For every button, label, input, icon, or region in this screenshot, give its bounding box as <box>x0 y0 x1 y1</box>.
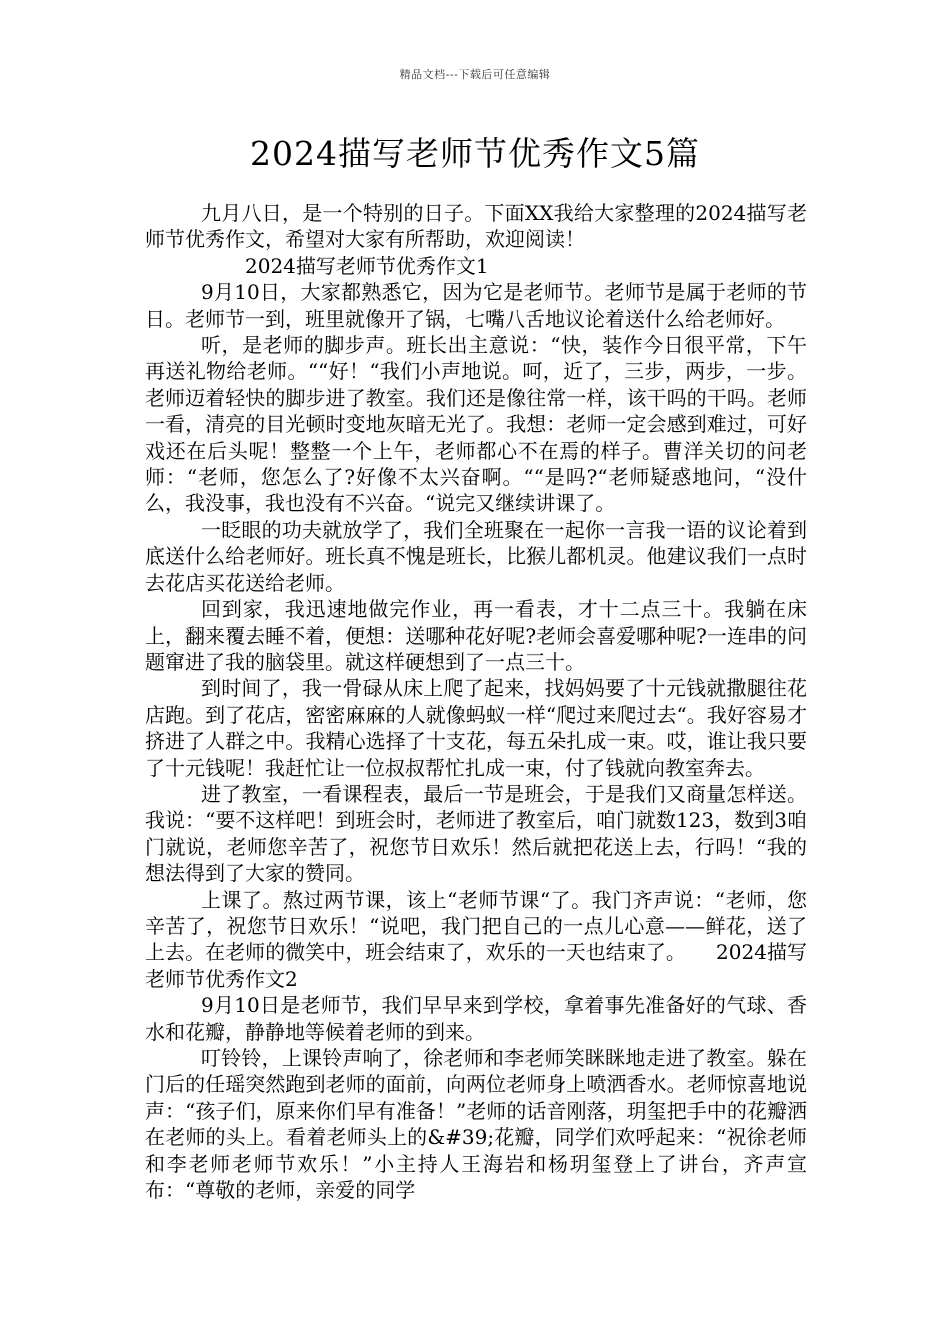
section-heading: 2024描写老师节优秀作文1 <box>245 253 489 278</box>
document-title: 2024描写老师节优秀作文5篇 <box>250 134 700 173</box>
paragraph: 到时间了，我一骨碌从床上爬了起来，找妈妈要了十元钱就撒腿往花店跑。到了花店，密密麻麻的人就像蚂蚁一样“爬过来爬过去“。我好容易才挤进了人群之中。我精心选择了十支花，每五朵扎成一束。哎，谁让我只要了十元钱呢！我赶忙让一位叔叔帮忙扎成一束，付了钱就向教室奔去。 <box>145 676 807 780</box>
paragraph: 进了教室，一看课程表，最后一节是班会，于是我们又商量怎样送。我说：“要不这样吧！到班会时，老师进了教室后，咱门就数123，数到3咱门就说，老师您辛苦了，祝您节日欢乐！然后就把花送上去，行吗！“我的想法得到了大家的赞同。 <box>145 781 807 886</box>
paragraph: 九月八日，是一个特别的日子。下面XX我给大家整理的2024描写老师节优秀作文，希望对大家有所帮助，欢迎阅读！ <box>145 201 807 252</box>
paragraph: 回到家，我迅速地做完作业，再一看表，才十二点三十。我躺在床上，翻来覆去睡不着，便想：送哪种花好呢?老师会喜爱哪种呢?一连串的问题窜进了我的脑袋里。就这样硬想到了一点三十。 <box>145 597 807 674</box>
page-header: 精品文档---下载后可任意编辑 <box>399 68 551 81</box>
document-body <box>145 200 807 1203</box>
paragraph: 听，是老师的脚步声。班长出主意说：“快，装作今日很平常，下午再送礼物给老师。““好！“我们小声地说。呵，近了，三步，两步，一步。老师迈着轻快的脚步进了教室。我们还是像往常一样，该干吗的干吗。老师一看，清亮的目光顿时变地灰暗无光了。我想：老师一定会感到难过，可好戏还在后头呢！整整一个上午，老师都心不在焉的样子。曹洋关切的问老师：“老师，您怎么了?好像不太兴奋啊。““是吗?“老师疑惑地问，“没什么，我没事，我也没有不兴奋。“说完又继续讲课了。 <box>145 333 807 516</box>
paragraph: 叮铃铃，上课铃声响了，徐老师和李老师笑眯眯地走进了教室。躲在门后的任瑶突然跑到老师的面前，向两位老师身上喷洒香水。老师惊喜地说声：“孩子们，原来你们早有准备！”老师的话音刚落，玥玺把手中的花瓣洒在老师的头上。看着老师头上的&#39;花瓣，同学们欢呼起来：“祝徐老师和李老师老师节欢乐！”小主持人王海岩和杨玥玺登上了讲台，齐声宣布：“尊敬的老师，亲爱的同学 <box>145 1046 807 1203</box>
paragraph: 上课了。熬过两节课，该上“老师节课“了。我门齐声说：“老师，您辛苦了，祝您节日欢乐！“说吧，我门把自己的一点儿心意——鲜花，送了上去。在老师的微笑中，班会结束了，欢乐的一天也结束了。 2024描写老师节优秀作文2 <box>145 887 807 991</box>
paragraph: 9月10日，大家都熟悉它，因为它是老师节。老师节是属于老师的节日。老师节一到，班里就像开了锅，七嘴八舌地议论着送什么给老师好。 <box>145 280 807 331</box>
paragraph: 一眨眼的功夫就放学了，我们全班聚在一起你一言我一语的议论着到底送什么给老师好。班长真不愧是班长，比猴儿都机灵。他建议我们一点时去花店买花送给老师。 <box>145 517 807 595</box>
paragraph: 9月10日是老师节，我们早早来到学校，拿着事先准备好的气球、香水和花瓣，静静地等候着老师的到来。 <box>145 993 807 1044</box>
